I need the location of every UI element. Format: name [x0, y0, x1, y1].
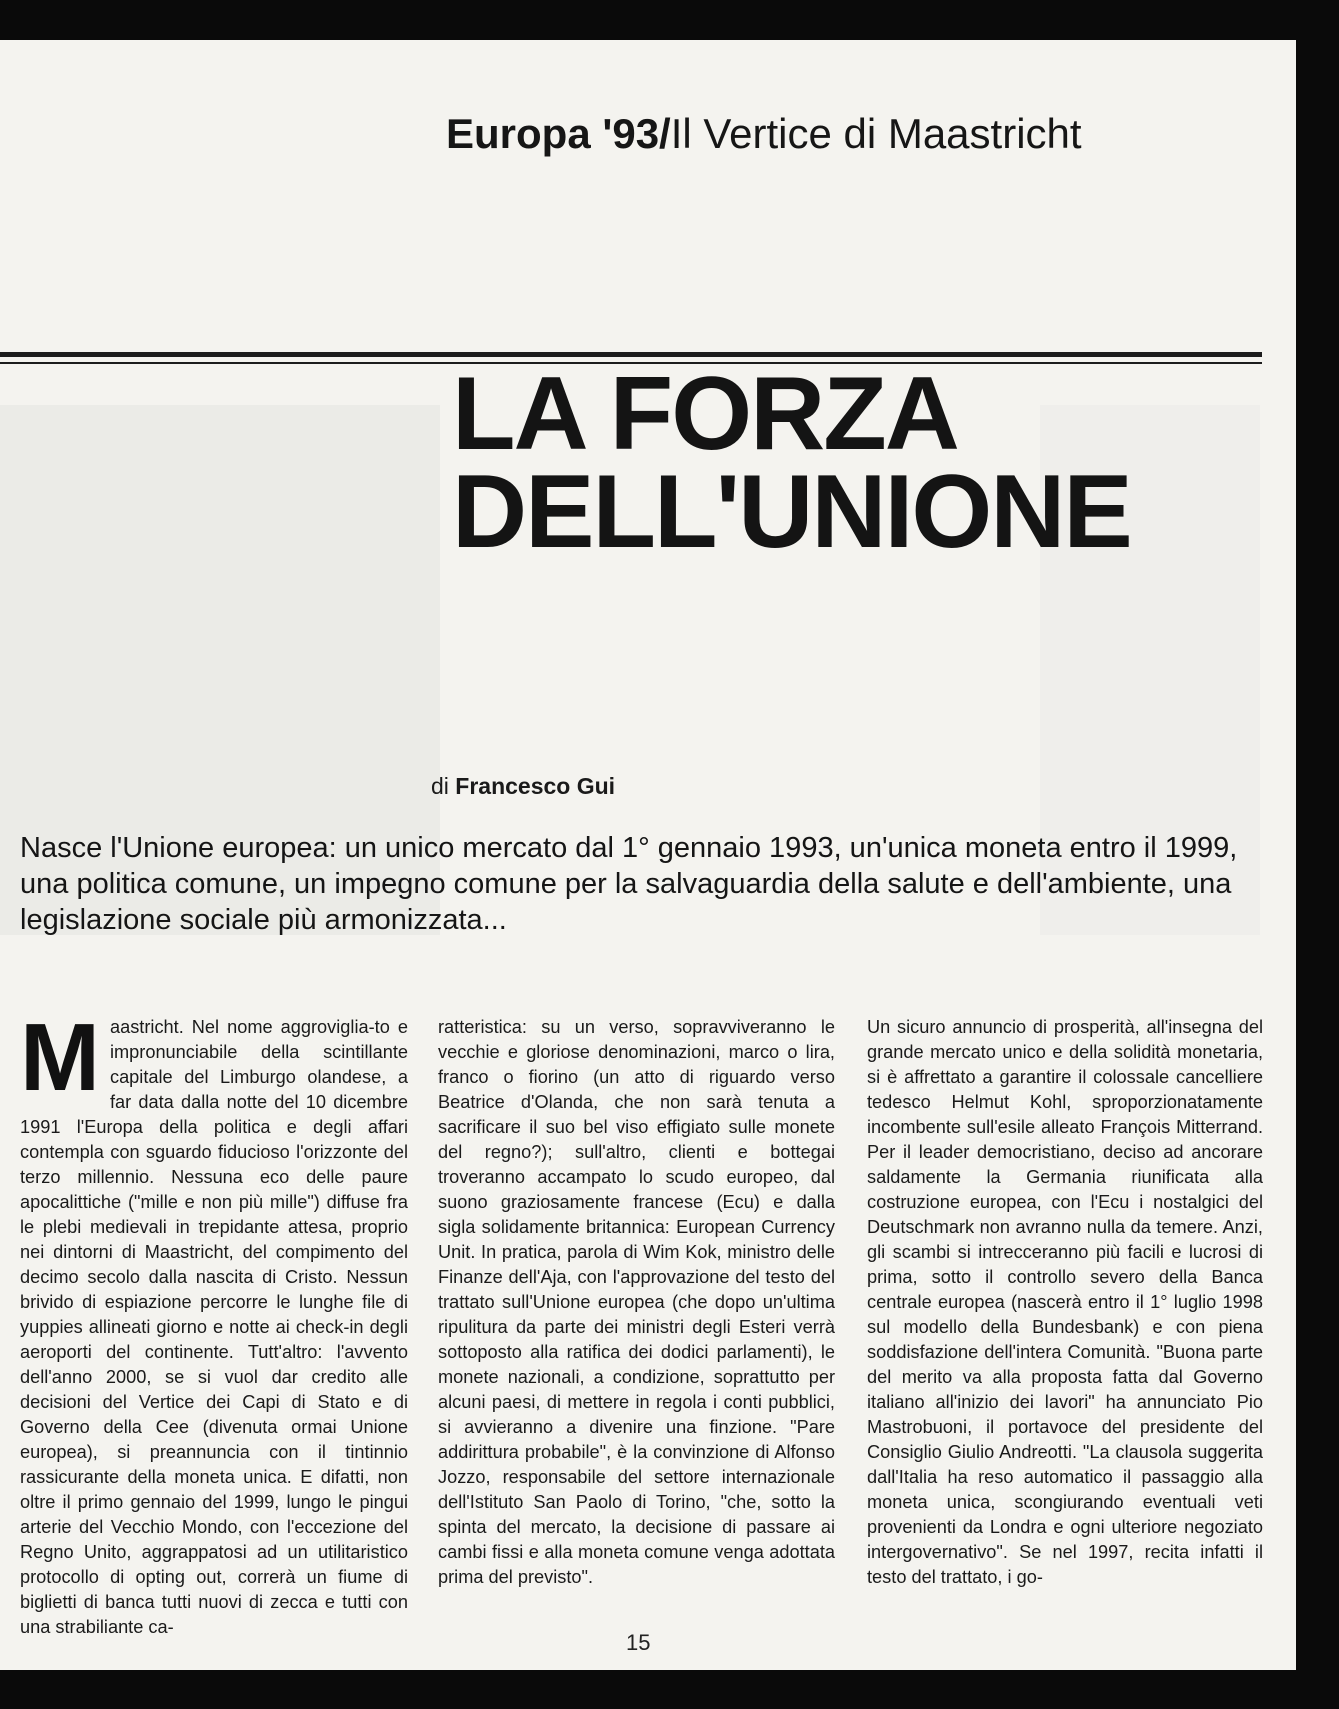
page-number: 15	[626, 1630, 651, 1655]
kicker-light: Il Vertice di Maastricht	[670, 110, 1082, 157]
byline-prefix: di	[431, 773, 449, 799]
column-3-text: Un sicuro annuncio di prosperità, all'insegna del grande mercato unico e della solidità monetaria, si è affrettato a garantire il colossale cancelliere tedesco Helmut Kohl, sproporzionatamente incombente sull'esile alleato François Mitterrand. Per il leader democristiano, deciso ad ancorare saldamente la Germania riunificata alla costruzione europea, con l'Ecu i nostalgici del Deutschmark non avranno nulla da temere. Anzi, gli scambi si intrecceranno più facili e lucrosi di prima, sotto il controllo severo della Banca centrale europea (nascerà entro il 1° luglio 1998 sul modello della Bundesbank) e con piena soddisfazione dell'intera Comunità. "Buona parte del merito va alla proposta fatta dal Governo italiano all'inizio dei lavori" ha annunciato Pio Mastrobuoni, il portavoce del presidente del Consiglio Giulio Andreotti. "La clausola suggerita dall'Italia ha reso automatico il passaggio alla moneta unica, scongiurando eventuali veti provenienti da Londra e ogni ulteriore negoziato intergovernativo". Se nel 1997, recita infatti il testo del trattato, i go-	[867, 1017, 1263, 1587]
article-headline	[452, 356, 1131, 570]
article-column-1	[20, 1004, 408, 1640]
section-kicker	[446, 110, 1082, 158]
article-column-2	[438, 1015, 835, 1590]
article-column-3	[867, 1015, 1263, 1590]
drop-cap: M	[20, 1004, 100, 1111]
magazine-page	[0, 40, 1296, 1670]
kicker-bold: Europa '93/	[446, 110, 671, 157]
column-1-text: aastricht. Nel nome aggroviglia-to e impronunciabile della scintillante capitale del Limburgo olandese, a far data dalla notte del 10 dicembre 1991 l'Europa della politica e degli affari contempla con sguardo fiducioso l'orizzonte del terzo millennio. Nessuna eco delle paure apocalittiche ("mille e non più mille") diffuse fra le plebi medievali in trepidante attesa, proprio nei dintorni di Maastricht, del compimento del decimo secolo dalla nascita di Cristo. Nessun brivido di espiazione percorre le lunghe file di yuppies allineati giorno e notte ai check-in degli aeroporti del continente. Tutt'altro: l'avvento dell'anno 2000, se si vuol dar credito alle decisioni del Vertice dei Capi di Stato e di Governo della Cee (divenuta ormai Unione europea), si preannuncia con il tintinnio rassicurante della moneta unica. E difatti, non oltre il primo gennaio del 1999, lungo le pingui arterie del Vecchio Mondo, con l'eccezione del Regno Unito, aggrappatosi ad un utilitaristico protocollo di opting out, correrà un fiume di biglietti di banca tutti nuovi di zecca e tutti con una strabiliante ca-	[20, 1017, 408, 1637]
article-lead: Nasce l'Unione europea: un unico mercato dal 1° gennaio 1993, un'unica moneta entro il 1999, una politica comune, un impegno comune per la salvaguardia della salute e dell'ambiente, una legislazione sociale più armonizzata...	[20, 832, 1238, 936]
byline-author: Francesco Gui	[455, 773, 616, 799]
column-2-text: ratteristica: su un verso, sopravviveranno le vecchie e gloriose denominazioni, marco o lira, franco o fiorino (un atto di riguardo verso Beatrice d'Olanda, che non sarà tenuta a sacrificare il suo bel viso effigiato sulle monete del regno?); sull'altro, clienti e bottegai troveranno accampato lo scudo europeo, dal suono graziosamente francese (Ecu) e dalla sigla solidamente britannica: European Currency Unit. In pratica, parola di Wim Kok, ministro delle Finanze dell'Aja, con l'approvazione del testo del trattato sull'Unione europea (che dopo un'ultima ripulitura da parte dei ministri degli Esteri verrà sottoposto alla ratifica dei dodici parlamenti), le monete nazionali, a condizione, soprattutto per alcuni paesi, di mettere in regola i conti pubblici, si avvieranno a divenire una finzione. "Pare addirittura probabile", è la convinzione di Alfonso Jozzo, responsabile del settore internazionale dell'Istituto San Paolo di Torino, "che, sotto la spinta del mercato, la decisione di passare ai cambi fissi e alla moneta comune venga adottata prima del previsto".	[438, 1017, 835, 1587]
byline	[431, 773, 615, 800]
headline-line-1: LA FORZA	[452, 356, 958, 472]
headline-line-2: DELL'UNIONE	[452, 454, 1131, 570]
